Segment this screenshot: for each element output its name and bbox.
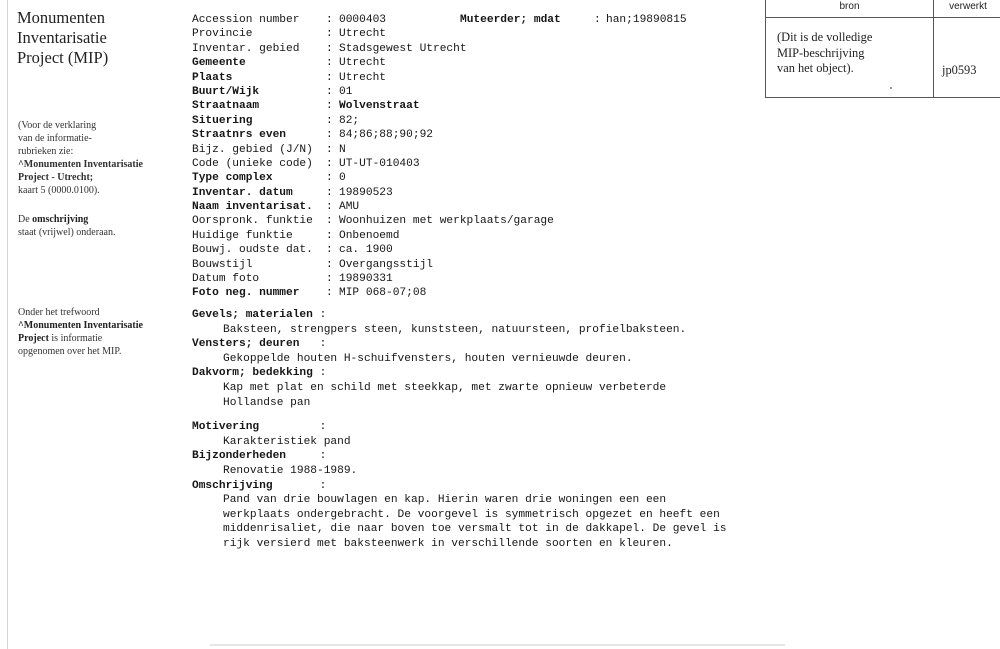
note-text: Onder het trefwoord [18,307,100,318]
field-label: Code (unieke code) [192,157,313,170]
note-line [18,319,168,332]
field-label: Straatnrs even [192,129,286,142]
field-separator: : [326,258,333,271]
field-row-oorspronk-funktie [192,214,554,228]
note-line: van de informatie- [18,133,92,144]
field-label: Provincie [192,28,253,41]
field-label: Foto neg. nummer [192,287,300,300]
field-value: MIP 068-07;08 [339,287,427,300]
field-label: Straatnaam [192,100,260,113]
field-row-buurt-wijk [192,85,353,99]
sidebar-title-line: Monumenten [17,8,105,27]
note-emphasis: Project [18,333,49,344]
field-row-type-complex [192,171,346,185]
field-row-inventar-datum [192,186,393,200]
field-row-provincie [192,27,386,41]
note-line [18,332,168,345]
column-divider [933,0,934,97]
scan-edge-line [210,644,785,646]
field-value: UT-UT-010403 [339,157,420,170]
field-label: Type complex [192,172,273,185]
field-separator: : [326,114,333,127]
source-table-header [766,0,1000,18]
sidebar-note-explanation [18,119,168,197]
record-fields [192,13,687,301]
spacer [192,410,727,420]
field-label: Gemeente [192,57,246,70]
description-section [192,308,727,552]
field-value: Onbenoemd [339,229,400,242]
field-label: Inventar. gebied [192,42,300,55]
field-value: 84;86;88;90;92 [339,129,433,142]
section-label: Bijzonderheden [192,450,286,463]
field-separator: : [594,14,601,26]
field-value: Utrecht [339,57,386,70]
field-value: Wolvenstraat [339,100,420,113]
field-separator: : [326,14,333,26]
field-label: Datum foto [192,273,260,286]
note-emphasis: omschrijving [32,214,89,225]
field-value: Woonhuizen met werkplaats/garage [339,215,554,228]
field-label: Buurt/Wijk [192,85,260,98]
sidebar-note-keyword [18,306,168,358]
note-text: De [18,214,33,225]
field-row-bouwjaar [192,243,393,257]
section-text-gevels: Baksteen, strengpers steen, kunststeen, natuursteen, profielbaksteen. [223,323,687,336]
field-separator: : [326,42,333,55]
field-value: 0000403 [339,14,386,26]
note-line: Project - Utrecht; [18,172,94,183]
field-value: 19890523 [339,186,393,199]
section-text-bijzonderheden: Renovatie 1988-1989. [223,464,358,477]
field-label: Bouwj. oudste dat. [192,244,313,257]
field-value: 01 [339,85,353,98]
section-label: Gevels; materialen [192,309,313,321]
field-row-gemeente [192,56,386,70]
field-row-inventar-gebied [192,42,467,56]
field-separator: : [326,201,333,214]
section-heading-omschrijving [192,479,727,494]
field-label: Bijz. gebied (J/N) [192,143,313,156]
note-line [18,226,168,239]
field-row-naam-inventarisat [192,200,360,214]
field-row-bouwstijl [192,258,433,272]
sidebar-title-line: Inventarisatie [17,28,107,47]
field-row-foto-neg-nummer [192,286,427,300]
field-separator: : [326,71,333,84]
note-line: rubrieken zie: [18,146,74,157]
section-colon: : [299,338,327,351]
section-heading-gevels [192,308,727,323]
section-label: Vensters; deuren [192,338,300,351]
field-separator: : [326,143,333,156]
sidebar-title-line: Project (MIP) [17,48,109,67]
section-colon: : [286,450,327,463]
section-text-vensters: Gekoppelde houten H-schuifvensters, houten vernieuwde deuren. [223,352,633,365]
field-row-straatnaam [192,99,420,113]
note-line [18,345,168,358]
section-text-dakvorm: Hollandse pan [223,396,311,409]
note-text: staat (vrijwel) onderaan. [18,227,116,238]
section-text-omschrijving: middenrisaliet, die naar boven toe versmalt tot in de dakkapel. De gevel is [223,523,727,536]
note-line: (Voor de verklaring [18,120,97,131]
field-label: Huidige funktie [192,229,293,242]
field-row-code [192,157,420,171]
verwerkt-cell: jp0593 [942,63,977,77]
field-separator: : [326,57,333,70]
section-text-omschrijving: Pand van drie bouwlagen en kap. Hierin waren drie woningen een een [223,494,667,507]
note-text: opgenomen over het MIP. [18,346,122,357]
section-text-omschrijving: werkplaats ondergebracht. De voorgevel is symmetrisch opgezet en heeft een [223,508,720,521]
field-separator: : [326,186,333,199]
mutator-value: han;19890815 [606,14,687,26]
section-label: Dakvorm; bedekking [192,367,313,380]
field-value: 82; [339,114,360,127]
field-value: Utrecht [339,71,386,84]
field-separator: : [326,172,333,185]
field-value: N [339,143,346,156]
field-separator: : [326,229,333,242]
section-label: Omschrijving [192,479,273,492]
field-row-straatnrs-even [192,128,433,142]
field-label: Situering [192,114,253,127]
field-label: Inventar. datum [192,186,293,199]
section-label: Motivering [192,421,260,434]
field-separator: : [326,287,333,300]
bron-line: MIP-beschrijving [777,45,865,60]
section-heading-motivering [192,420,727,435]
section-text-omschrijving: rijk versierd met baksteenwerk in verschillende soorten en kleuren. [223,537,673,550]
field-value: Overgangsstijl [339,258,433,271]
field-separator: : [326,244,333,257]
margin-border [7,0,8,649]
note-text: is informatie [48,333,103,344]
note-line: kaart 5 (0000.0100). [18,185,100,196]
source-table [765,0,1000,98]
field-row-plaats [192,71,386,85]
section-colon: : [272,479,327,492]
section-colon: : [259,421,327,434]
field-value: AMU [339,201,360,214]
note-line [18,306,168,319]
section-colon: : [312,309,327,321]
section-heading-bijzonderheden [192,449,727,464]
field-separator: : [326,85,333,98]
header-bron: bron [839,1,860,12]
field-label: Oorspronk. funktie [192,215,313,228]
note-line: ^Monumenten Inventarisatie [18,159,143,170]
bron-line: van het object). [777,61,854,75]
sidebar-note-description [18,213,168,239]
field-row-huidige-funktie [192,229,400,243]
section-text-dakvorm: Kap met plat en schild met steekkap, met zwarte opnieuw verbeterde [223,381,667,394]
mutator-label: Muteerder; mdat [460,14,561,26]
sidebar-title [17,8,167,68]
section-text-motivering: Karakteristiek pand [223,435,351,448]
field-row-datum-foto [192,272,393,286]
header-verwerkt: verwerkt [949,1,987,12]
field-label: Naam inventarisat. [192,201,313,214]
field-separator: : [326,28,333,41]
field-label: Plaats [192,71,233,84]
field-value: Stadsgewest Utrecht [339,42,467,55]
section-heading-vensters [192,337,727,352]
note-emphasis: ^Monumenten Inventarisatie [18,320,143,331]
field-label: Accession number [192,14,300,26]
field-separator: : [326,215,333,228]
scan-speck [890,87,892,89]
field-value: 19890331 [339,273,393,286]
field-separator: : [326,157,333,170]
field-label: Bouwstijl [192,258,253,271]
field-value: Utrecht [339,28,386,41]
field-row-accession [192,13,687,27]
field-row-situering [192,114,360,128]
bron-cell [777,30,927,77]
bron-line: (Dit is de volledige [777,30,873,44]
section-colon: : [312,367,327,380]
field-separator: : [326,129,333,142]
field-value: ca. 1900 [339,244,393,257]
field-separator: : [326,273,333,286]
field-value: 0 [339,172,346,185]
field-separator: : [326,100,333,113]
note-line [18,213,168,226]
field-row-bijz-gebied [192,143,346,157]
section-heading-dakvorm [192,366,727,381]
